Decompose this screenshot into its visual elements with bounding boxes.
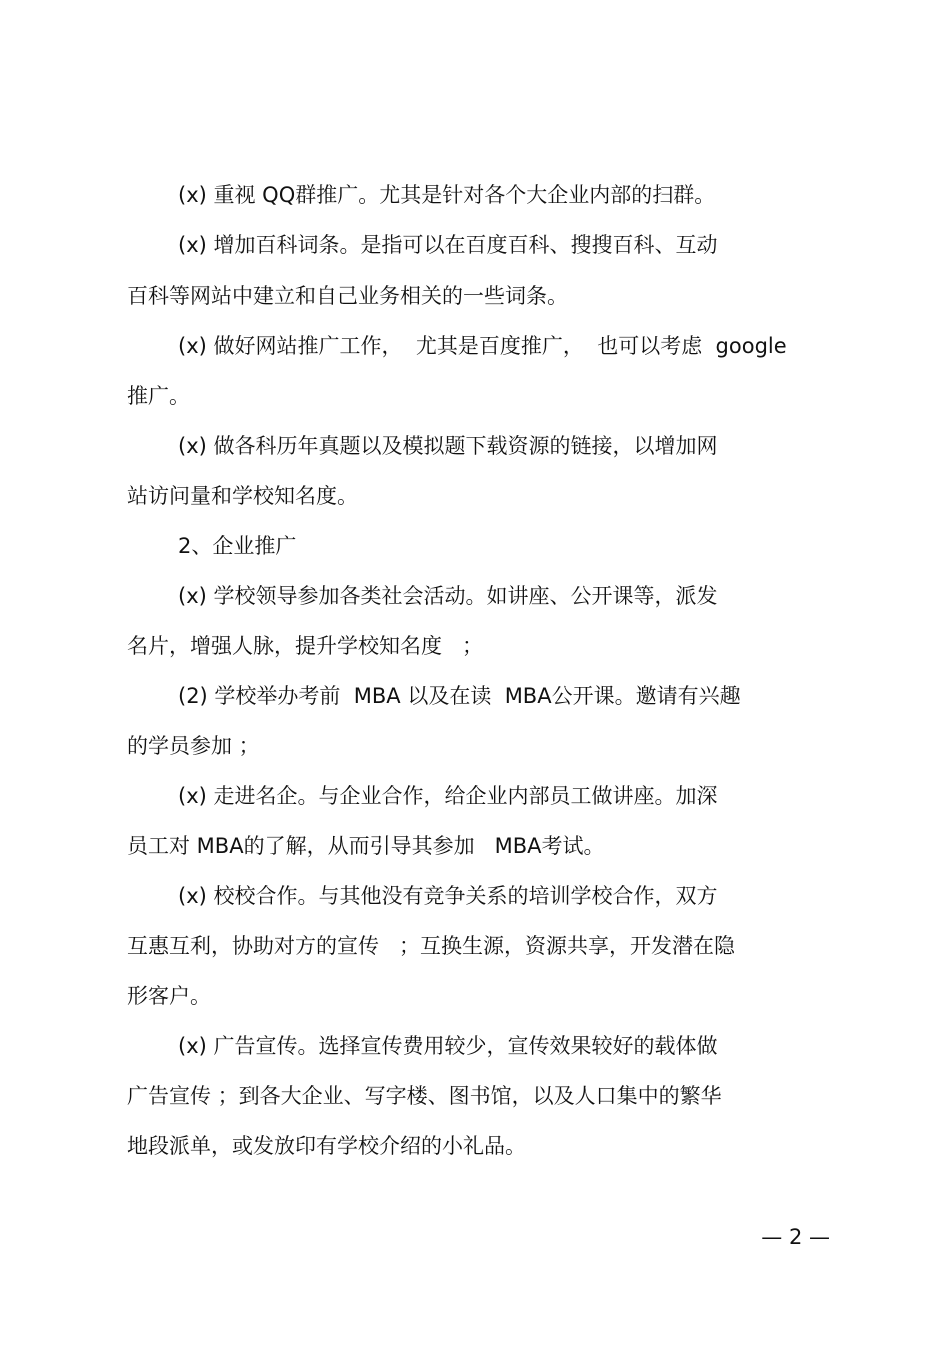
text-line-school-cooperation-3: 形客户。 [127, 984, 211, 1008]
text-line-resources-1: (x) 做各科历年真题以及模拟题下载资源的链接，以增加网 [178, 434, 718, 458]
text-line-school-cooperation-2: 互惠互利，协助对方的宣传 ；互换生源，资源共享，开发潜在隐 [127, 934, 736, 958]
text-line-mba-course-2: 的学员参加 ； [127, 734, 260, 758]
text-line-website-promotion-2: 推广。 [127, 384, 190, 408]
text-line-school-cooperation-1: (x) 校校合作。与其他没有竞争关系的培训学校合作，双方 [178, 884, 718, 908]
text-line-famous-enterprise-1: (x) 走进名企。与企业合作，给企业内部员工做讲座。加深 [178, 784, 718, 808]
text-line-website-promotion-1: (x) 做好网站推广工作， 尤其是百度推广， 也可以考虑 google [178, 334, 787, 358]
text-line-qq-promotion: (x) 重视 QQ群推广。尤其是针对各个大企业内部的扫群。 [178, 183, 716, 207]
section-heading-enterprise-promotion: 2、企业推广 [178, 534, 297, 558]
text-line-advertising-2: 广告宣传 ；到各大企业、写字楼、图书馆，以及人口集中的繁华 [127, 1084, 722, 1108]
text-line-baike-1: (x) 增加百科词条。是指可以在百度百科、搜搜百科、互动 [178, 233, 718, 257]
text-line-leaders-2: 名片，增强人脉，提升学校知名度 ； [127, 634, 484, 658]
text-line-resources-2: 站访问量和学校知名度。 [127, 484, 358, 508]
page-number: — 2 — [761, 1225, 830, 1249]
text-line-baike-2: 百科等网站中建立和自己业务相关的一些词条。 [127, 284, 568, 308]
text-line-advertising-1: (x) 广告宣传。选择宣传费用较少，宣传效果较好的载体做 [178, 1034, 718, 1058]
text-line-advertising-3: 地段派单，或发放印有学校介绍的小礼品。 [127, 1134, 526, 1158]
text-line-leaders-1: (x) 学校领导参加各类社会活动。如讲座、公开课等，派发 [178, 584, 718, 608]
text-line-famous-enterprise-2: 员工对 MBA的了解，从而引导其参加 MBA考试。 [127, 834, 605, 858]
text-line-mba-course-1: (2) 学校举办考前 MBA 以及在读 MBA公开课。邀请有兴趣 [178, 684, 741, 708]
